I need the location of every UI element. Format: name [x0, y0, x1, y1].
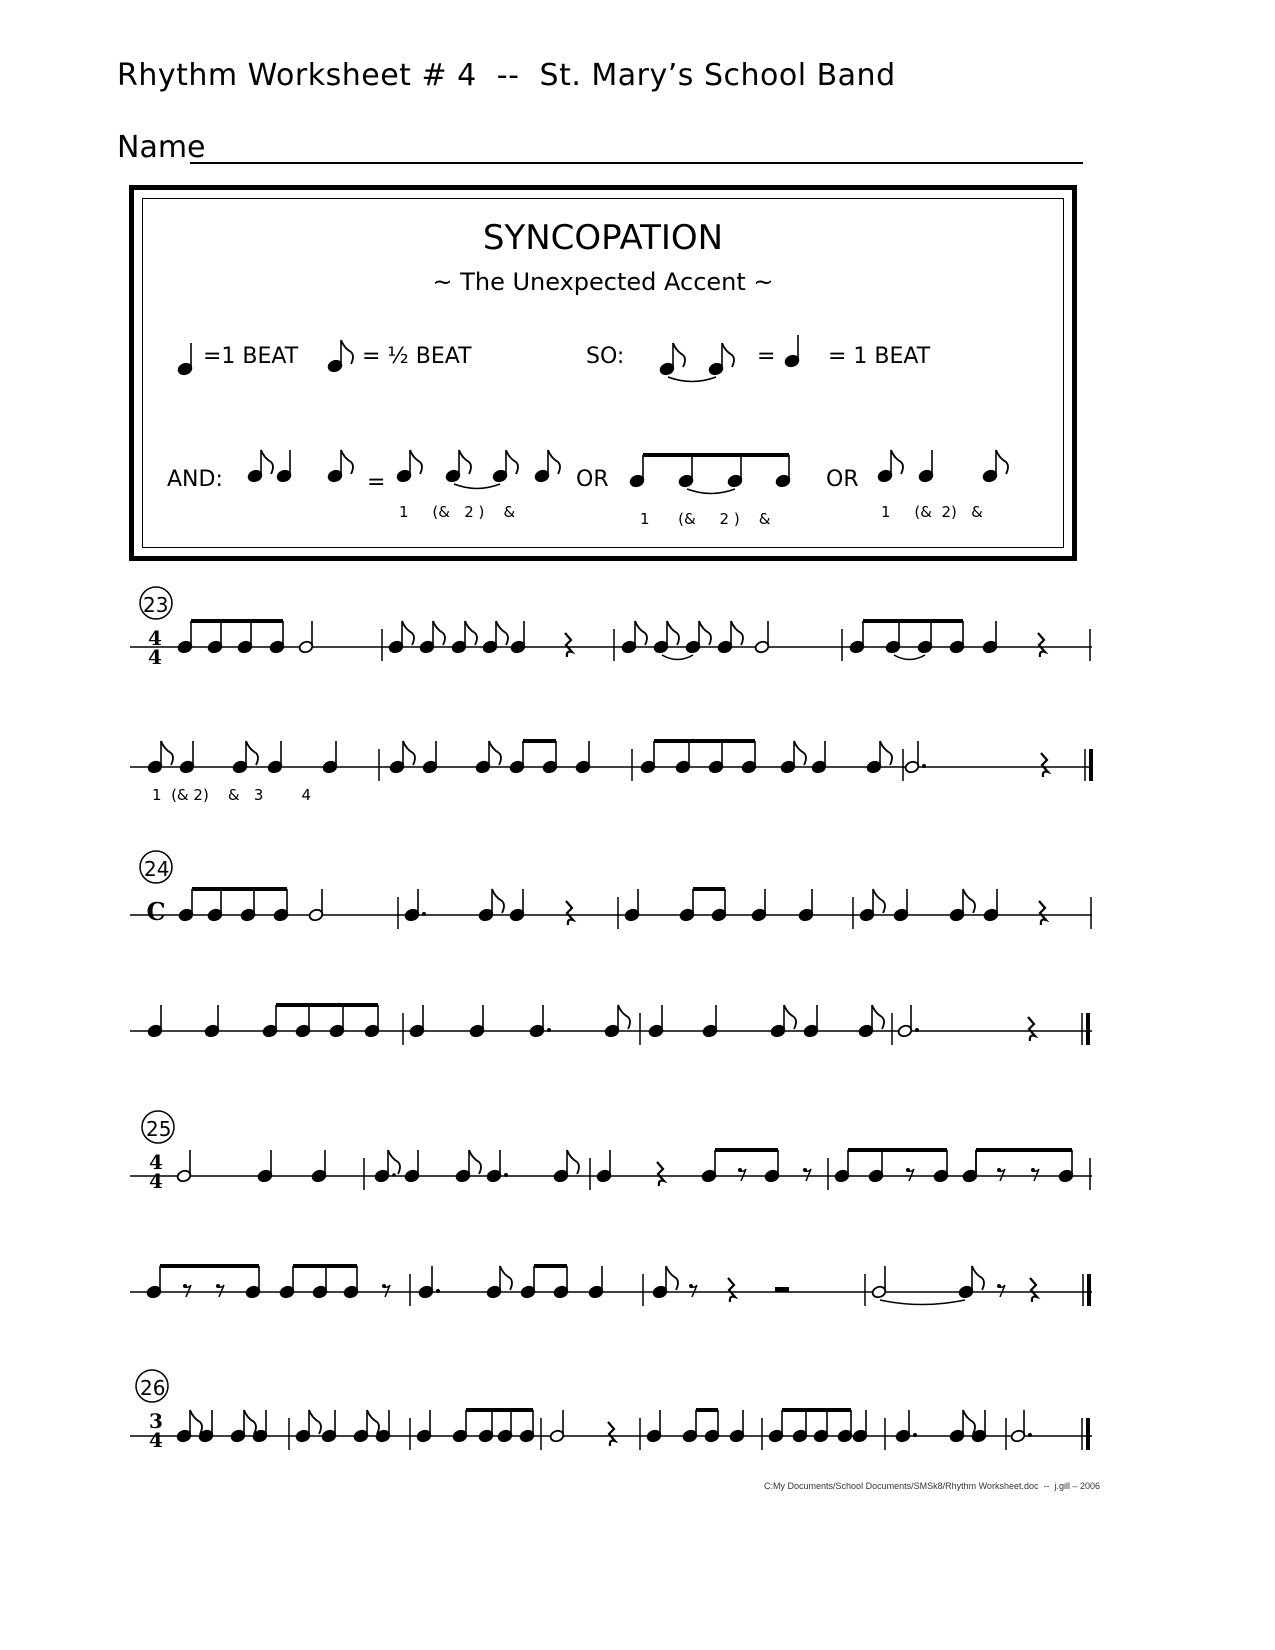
- tie-icon: [668, 377, 716, 382]
- eighth-flag-icon: [388, 1150, 400, 1174]
- time-sig-bottom-25: 4: [149, 1169, 163, 1193]
- eighth-flag-icon: [618, 1005, 630, 1029]
- dot-icon: [436, 1289, 440, 1293]
- quarter-rest-icon: [1041, 753, 1048, 777]
- eighth-flag-icon: [794, 741, 806, 765]
- eighth-flag-icon: [489, 741, 501, 765]
- quarter-rest-icon: [1039, 901, 1046, 925]
- exercise-circle-23: [140, 587, 172, 619]
- quarter-rest-icon: [1038, 633, 1045, 657]
- exercise-number-26: 26: [140, 1376, 166, 1400]
- eighth-flag-icon: [666, 1266, 678, 1290]
- tie-icon: [687, 489, 735, 494]
- eighth-equals-label: = ½ BEAT: [362, 344, 472, 369]
- tie-icon: [894, 655, 925, 660]
- count-label-a: 1 (& 2 ) &: [399, 503, 516, 521]
- eighth-flag-icon: [341, 450, 353, 474]
- dot-icon: [915, 1028, 919, 1032]
- or-label-2: OR: [826, 467, 859, 492]
- eighth-flag-icon: [872, 1005, 884, 1029]
- time-sig-top-23: 4: [148, 626, 162, 650]
- half-rest-icon: [775, 1287, 789, 1292]
- dot-icon: [1028, 1433, 1032, 1437]
- eighth-flag-icon: [496, 621, 508, 645]
- count-label-b: 1 (& 2 ) &: [640, 510, 771, 528]
- eighth-flag-icon: [261, 450, 273, 474]
- eighth-flag-icon: [190, 1410, 202, 1434]
- quarter-rest-icon: [728, 1278, 735, 1302]
- count-label-c: 1 (& 2) &: [881, 503, 983, 521]
- box-subtitle: ~ The Unexpected Accent ~: [432, 268, 774, 296]
- eighth-flag-icon: [567, 1150, 579, 1174]
- eighth-flag-icon: [403, 741, 415, 765]
- eighth-flag-icon: [963, 1410, 975, 1434]
- eighth-flag-icon: [309, 1410, 321, 1434]
- eighth-flag-icon: [402, 621, 414, 645]
- eighth-flag-icon: [469, 1150, 481, 1174]
- eighth-flag-icon: [784, 1005, 796, 1029]
- exercise-circle-25: [142, 1111, 174, 1143]
- exercise-number-25: 25: [146, 1117, 172, 1141]
- dot-icon: [392, 1173, 396, 1177]
- dot-icon: [922, 764, 926, 768]
- eighth-flag-icon: [873, 889, 885, 913]
- eighth-flag-icon: [433, 621, 445, 645]
- eighth-flag-icon: [465, 621, 477, 645]
- worksheet-title: Rhythm Worksheet # 4 -- St. Mary’s School Band: [117, 58, 896, 93]
- box-title: SYNCOPATION: [482, 218, 724, 258]
- or-label-1: OR: [576, 467, 609, 492]
- tie-icon: [662, 655, 693, 660]
- time-sig-top-26: 3: [149, 1409, 163, 1433]
- time-sig-bottom-23: 4: [148, 645, 162, 669]
- eighth-flag-icon: [667, 621, 679, 645]
- eighth-flag-icon: [410, 450, 422, 474]
- name-label: Name: [117, 130, 206, 165]
- exercise-circle-24: [140, 851, 172, 883]
- eighth-flag-icon: [244, 1410, 256, 1434]
- eighth-flag-icon: [722, 343, 734, 367]
- dot-icon: [913, 1433, 917, 1437]
- equals-sign-2: =: [367, 470, 386, 495]
- eighth-flag-icon: [246, 741, 258, 765]
- eighth-flag-icon: [673, 343, 685, 367]
- dot-icon: [547, 1028, 551, 1032]
- dot-icon: [504, 1173, 508, 1177]
- eighth-flag-icon: [548, 450, 560, 474]
- and-label: AND:: [167, 467, 223, 492]
- time-sig-top-25: 4: [149, 1150, 163, 1174]
- quarter-rest-icon: [565, 633, 572, 657]
- footer-path: C:My Documents/School Documents/SMSk8/Rhythm Worksheet.doc -- j.gill – 2006: [764, 1481, 1100, 1491]
- quarter-rest-icon: [1030, 1278, 1037, 1302]
- eighth-flag-icon: [996, 450, 1008, 474]
- quarter-rest-icon: [1028, 1017, 1035, 1041]
- eighth-flag-icon: [731, 621, 743, 645]
- exercise-circle-26: [136, 1370, 168, 1402]
- eighth-flag-icon: [635, 621, 647, 645]
- quarter-rest-icon: [608, 1422, 615, 1446]
- one-beat-label: = 1 BEAT: [828, 344, 931, 369]
- quarter-equals-label: =1 BEAT: [203, 344, 299, 369]
- dot-icon: [422, 912, 426, 916]
- eighth-flag-icon: [699, 621, 711, 645]
- eighth-flag-icon: [492, 889, 504, 913]
- time-sig-bottom-26: 4: [149, 1428, 163, 1452]
- eighth-flag-icon: [367, 1410, 379, 1434]
- exercise-number-24: 24: [144, 857, 170, 881]
- eighth-flag-icon: [880, 741, 892, 765]
- tie-icon: [454, 484, 500, 489]
- eighth-flag-icon: [506, 450, 518, 474]
- eighth-flag-icon: [972, 1266, 984, 1290]
- quarter-rest-icon: [566, 901, 573, 925]
- eighth-flag-icon: [500, 1266, 512, 1290]
- count-line-23: 1 (& 2) & 3 4: [152, 786, 312, 804]
- exercise-number-23: 23: [143, 593, 169, 617]
- eighth-flag-icon: [459, 450, 471, 474]
- eighth-flag-icon: [963, 889, 975, 913]
- quarter-rest-icon: [657, 1162, 664, 1186]
- tie-icon: [880, 1300, 965, 1305]
- eighth-flag-icon: [341, 340, 353, 364]
- eighth-flag-icon: [161, 741, 173, 765]
- time-sig-common-24: C: [146, 897, 166, 926]
- equals-sign: =: [757, 344, 776, 369]
- so-label: SO:: [586, 344, 625, 369]
- eighth-flag-icon: [891, 450, 903, 474]
